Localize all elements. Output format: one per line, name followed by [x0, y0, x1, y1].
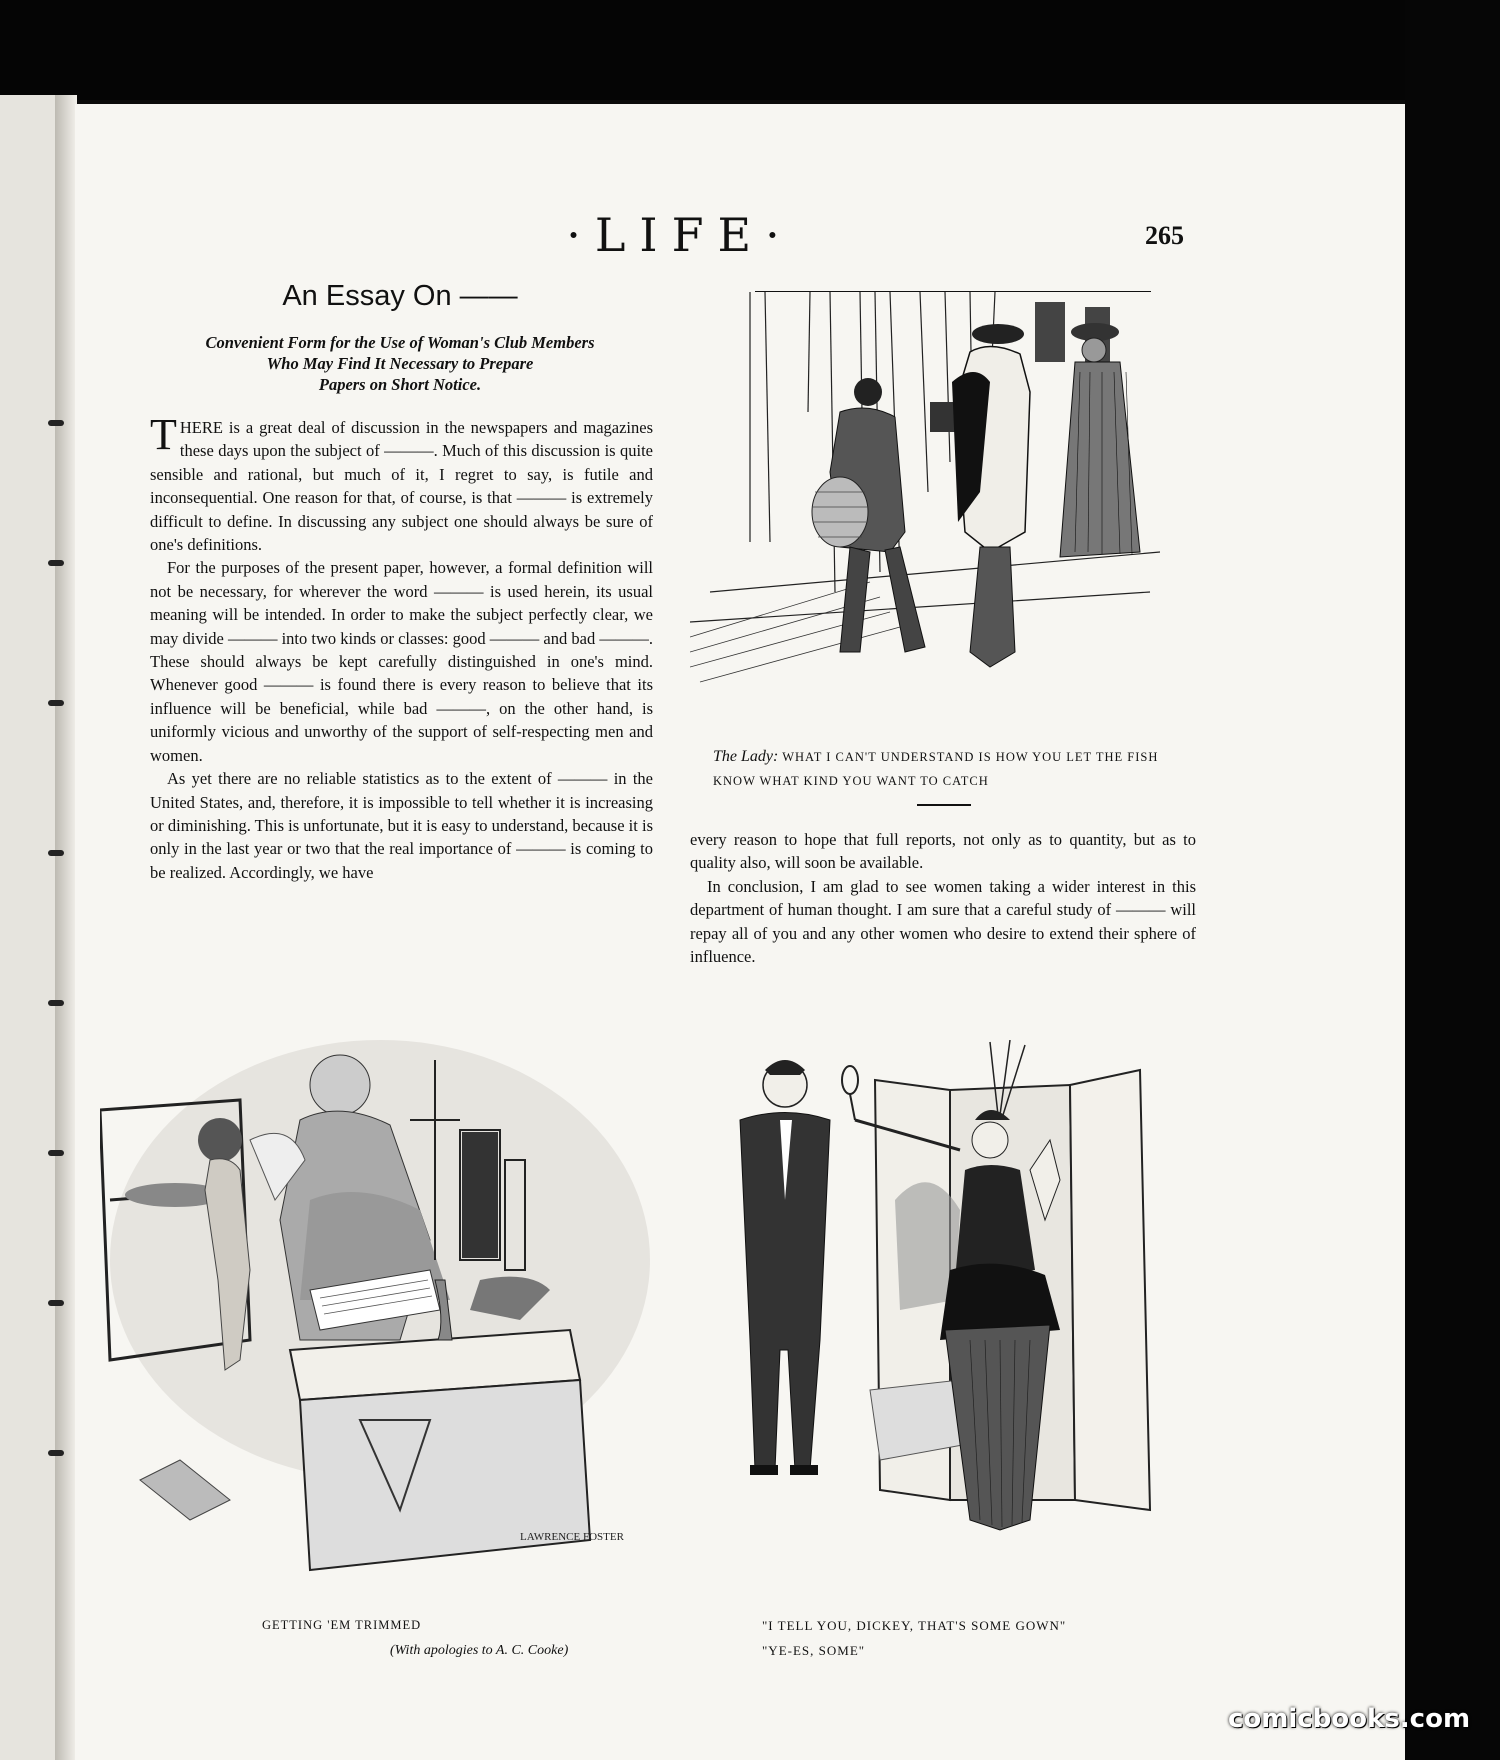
scan-right-border	[1405, 0, 1500, 1760]
site-watermark: comicbooks.com	[1228, 1704, 1471, 1734]
subtitle-line: Convenient Form for the Use of Woman's Club Members	[205, 333, 595, 352]
binding-stitch	[48, 1150, 64, 1156]
binding-stitch	[48, 560, 64, 566]
essay-paragraph: As yet there are no reliable statistics as to the extent of ——— in the United States, and, therefore, it is impossible to tell whether it is increasing or diminishing. This is unfortunate, but it is easy to understand, because it is only in the last year or two that the real importance of ——— is coming to be realized. Accordingly, we have	[150, 769, 653, 882]
binding-stitch	[48, 700, 64, 706]
essay-paragraph	[150, 410, 653, 556]
caption-text: WHAT I CAN'T UNDERSTAND IS HOW YOU LET THE FISH KNOW WHAT KIND YOU WANT TO CATCH	[713, 750, 1159, 788]
binding-shadow	[55, 95, 77, 1760]
essay-title: An Essay On ——	[282, 280, 518, 312]
artist-signature: LAWRENCE FOSTER	[520, 1531, 624, 1543]
section-rule	[917, 804, 971, 806]
page-number: 265	[1145, 221, 1184, 250]
paragraph-text: HERE is a great deal of discussion in the newspapers and magazines these days upon the subject of ———. Much of this discussion is quite sensible and rational, but much of it, I regret to say, is futile and inconsequential. One reason for that, of course, is that ——— is extremely difficult to define. In discussing any subject one should always be sure of one's definitions.	[150, 418, 653, 555]
gown-caption-line-1: "I TELL YOU, DICKEY, THAT'S SOME GOWN"	[762, 1618, 1067, 1633]
essay-paragraph: In conclusion, I am glad to see women taking a wider interest in this department of human thought. I am sure that a careful study of ——— will repay all of you and any other women who desire to extend their sphere of influence.	[690, 876, 1196, 967]
scan-top-border	[0, 0, 1500, 100]
cupid-trimming-illustration	[100, 1040, 650, 1600]
binding-stitch	[48, 1000, 64, 1006]
binding-stitch	[48, 420, 64, 426]
binding-stitch	[48, 1450, 64, 1456]
masthead-title: ·LIFE·	[566, 208, 794, 262]
subtitle-line: Papers on Short Notice.	[318, 375, 482, 394]
essay-paragraph: For the purposes of the present paper, however, a formal definition will not be necessary, for wherever the word ——— is used herein, its usual meaning will be intended. In order to make the subject perfectly clear, we may divide ——— into two kinds or classes: good ——— and bad ———. These should always be kept carefully distinguished in one's mind. Whenever good ——— is found there is every reason to believe that its influence will be beneficial, while bad ———, on the other hand, is uniformly vicious and unworthy of the support of self-respecting men and women.	[150, 558, 653, 765]
cupid-caption: GETTING 'EM TRIMMED	[262, 1618, 422, 1632]
fishing-cartoon-caption	[713, 745, 1198, 793]
gown-caption-line-2: "YE-ES, SOME"	[762, 1643, 866, 1658]
essay-subtitle	[150, 332, 650, 395]
essay-column-left	[150, 410, 653, 884]
essay-paragraph: every reason to hope that full reports, not only as to quantity, but as to quality also, will soon be available.	[690, 830, 1196, 873]
essay-column-right	[690, 828, 1196, 968]
subtitle-line: Who May Find It Necessary to Prepare	[266, 354, 534, 373]
cupid-credit: (With apologies to A. C. Cooke)	[390, 1643, 569, 1658]
binding-stitch	[48, 850, 64, 856]
binding-stitch	[48, 1300, 64, 1306]
drop-cap: T	[150, 410, 177, 459]
fishing-cartoon-illustration	[690, 292, 1160, 732]
caption-speaker: The Lady:	[713, 748, 779, 765]
gown-cartoon-illustration	[700, 1040, 1220, 1600]
